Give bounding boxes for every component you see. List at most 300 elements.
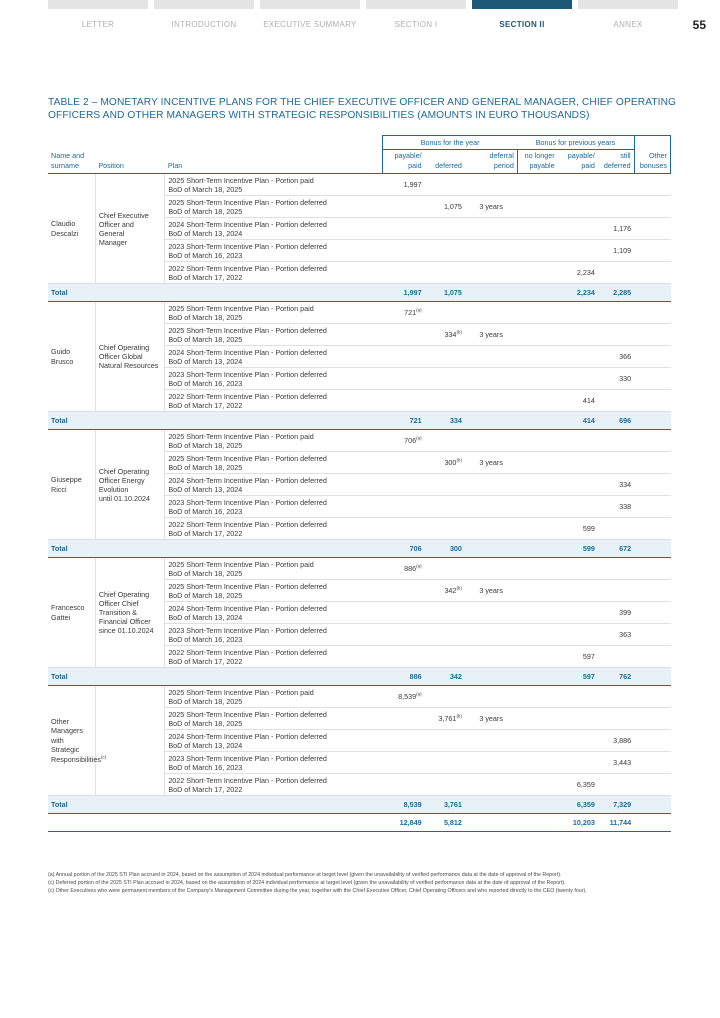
grand-payable-paid-value: 12,849	[399, 817, 422, 827]
total-row	[48, 540, 671, 558]
cell-no-longer-payable	[517, 602, 557, 624]
name-line	[51, 754, 107, 765]
plan-approval: BoD of March 17, 2022	[168, 528, 243, 538]
col-c4-l2: payable	[529, 160, 555, 170]
footnote-ref: (a)	[416, 435, 422, 441]
col-no-longer-payable	[517, 150, 557, 174]
cell-prev-payable-paid	[558, 646, 598, 668]
name-line: Ricci	[51, 484, 67, 494]
cell-payable-paid	[382, 196, 424, 218]
plan-cell	[165, 624, 383, 646]
total-deferred	[425, 540, 465, 558]
total-row	[48, 796, 671, 814]
cell-prev-payable-paid-value: 597	[582, 651, 595, 661]
plan-cell	[165, 240, 383, 262]
position-line: Chief Executive	[98, 210, 149, 220]
col-name-l2: surname	[51, 160, 79, 170]
total-still-deferred-value: 7,329	[613, 799, 632, 809]
cell-still-deferred	[598, 708, 634, 730]
cell-deferred	[425, 240, 465, 262]
name-line: Gattei	[51, 612, 71, 622]
total-prev-paid	[558, 540, 598, 558]
cell-deferred-value: 1,075	[443, 201, 462, 211]
cell-still-deferred	[598, 752, 634, 774]
cell-deferral-period: 3 years	[465, 324, 517, 346]
plan-approval: BoD of March 16, 2023	[168, 634, 243, 644]
cell-payable-paid	[382, 368, 424, 390]
col-payable-paid	[382, 150, 424, 174]
cell-prev-payable-paid	[558, 558, 598, 580]
page-number: 55	[692, 18, 706, 32]
cell-still-deferred-value: 363	[619, 629, 632, 639]
cell-deferred-value: 342	[444, 585, 457, 595]
plan-approval: BoD of March 16, 2023	[168, 378, 243, 388]
cell-payable-paid	[382, 452, 424, 474]
cell-deferred	[425, 174, 465, 196]
cell-deferral-period	[465, 218, 517, 240]
cell-deferral-period	[465, 752, 517, 774]
cell-still-deferred	[598, 602, 634, 624]
total-still-deferred	[598, 284, 634, 302]
total-deferred-value: 300	[449, 543, 462, 553]
total-still-deferred-value: 2,285	[613, 287, 632, 297]
position-line: until 01.10.2024	[98, 493, 150, 503]
cell-deferral-period: 3 years	[465, 452, 517, 474]
cell-other-bonuses	[634, 218, 670, 240]
total-still-deferred	[598, 796, 634, 814]
plan-cell	[165, 174, 383, 196]
cell-still-deferred	[598, 218, 634, 240]
cell-still-deferred-value: 366	[619, 351, 632, 361]
cell-other-bonuses	[634, 580, 670, 602]
cell-payable-paid	[382, 752, 424, 774]
total-still-deferred	[598, 668, 634, 686]
plan-cell	[165, 452, 383, 474]
plan-name: 2022 Short-Term Incentive Plan - Portion deferred	[168, 647, 327, 657]
total-empty	[634, 412, 670, 430]
tab-executive-summary[interactable]	[260, 0, 360, 40]
total-empty	[634, 796, 670, 814]
cell-still-deferred	[598, 730, 634, 752]
cell-deferral-period	[465, 390, 517, 412]
cell-deferred	[425, 558, 465, 580]
cell-deferred-value: 3,761	[438, 713, 457, 723]
plan-cell	[165, 580, 383, 602]
cell-deferred	[425, 390, 465, 412]
total-payable-paid	[382, 796, 424, 814]
plan-cell	[165, 646, 383, 668]
position-line: Financial Officer	[98, 617, 151, 626]
plan-approval: BoD of March 18, 2025	[168, 718, 243, 728]
footnote-ref: (a)	[416, 563, 422, 569]
cell-other-bonuses	[634, 262, 670, 284]
cell-prev-payable-paid	[558, 580, 598, 602]
total-payable-paid-value: 706	[409, 543, 422, 553]
incentive-table	[48, 135, 671, 832]
cell-deferral-period	[465, 240, 517, 262]
cell-no-longer-payable	[517, 752, 557, 774]
position-line: Chief Operating	[98, 590, 150, 599]
total-label: Total	[48, 668, 382, 686]
cell-prev-payable-paid	[558, 686, 598, 708]
cell-no-longer-payable	[517, 774, 557, 796]
total-empty	[634, 540, 670, 558]
cell-no-longer-payable	[517, 302, 557, 324]
cell-no-longer-payable	[517, 452, 557, 474]
cell-no-longer-payable	[517, 174, 557, 196]
plan-cell	[165, 496, 383, 518]
cell-deferred	[425, 346, 465, 368]
cell-deferred	[425, 368, 465, 390]
total-payable-paid	[382, 284, 424, 302]
cell-other-bonuses	[634, 646, 670, 668]
cell-deferral-period	[465, 368, 517, 390]
cell-deferral-period	[465, 624, 517, 646]
grand-empty	[465, 814, 517, 832]
person-name	[48, 686, 107, 796]
cell-payable-paid	[382, 240, 424, 262]
total-prev-paid	[558, 284, 598, 302]
total-label: Total	[48, 540, 382, 558]
cell-other-bonuses	[634, 686, 670, 708]
cell-no-longer-payable	[517, 558, 557, 580]
person-name	[48, 558, 95, 668]
tab-label: ANNEX	[613, 20, 643, 29]
grand-empty	[517, 814, 557, 832]
tab-annex[interactable]	[578, 0, 678, 40]
cell-no-longer-payable	[517, 474, 557, 496]
cell-other-bonuses	[634, 752, 670, 774]
cell-still-deferred-value: 330	[619, 373, 632, 383]
plan-cell	[165, 302, 383, 324]
col-c5-l2: paid	[581, 160, 595, 170]
plan-approval: BoD of March 18, 2025	[168, 312, 243, 322]
plan-name: 2025 Short-Term Incentive Plan - Portion paid	[168, 431, 314, 441]
total-empty	[634, 668, 670, 686]
plan-cell	[165, 730, 383, 752]
cell-prev-payable-paid	[558, 430, 598, 452]
tab-bar	[366, 0, 466, 9]
col-name-l1: Name and	[51, 151, 85, 160]
cell-other-bonuses	[634, 240, 670, 262]
cell-deferred	[425, 580, 465, 602]
plan-name: 2022 Short-Term Incentive Plan - Portion deferred	[168, 391, 327, 401]
cell-payable-paid	[382, 686, 424, 708]
plan-cell	[165, 774, 383, 796]
footnote: (c) Deferred portion of the 2025 STI Plan accrued in 2024, based on the assumption of 2024 individual performance at target level (given the unavailability of verified performance data at the date of approval of the Report).	[48, 880, 566, 886]
col-c7-l1: Other	[649, 151, 667, 160]
person-position	[95, 174, 164, 284]
tab-bar	[154, 0, 254, 9]
person-position	[95, 430, 164, 540]
cell-payable-paid	[382, 174, 424, 196]
plan-name: 2025 Short-Term Incentive Plan - Portion paid	[168, 559, 314, 569]
cell-payable-paid	[382, 430, 424, 452]
cell-no-longer-payable	[517, 686, 557, 708]
cell-payable-paid	[382, 558, 424, 580]
grand-still-deferred-value: 11,744	[609, 817, 632, 827]
cell-payable-paid	[382, 580, 424, 602]
cell-deferred	[425, 708, 465, 730]
cell-still-deferred	[598, 496, 634, 518]
cell-payable-paid	[382, 496, 424, 518]
col-other-bonuses	[634, 150, 670, 174]
cell-prev-payable-paid-value: 599	[582, 523, 595, 533]
total-payable-paid	[382, 668, 424, 686]
total-prev-paid-value: 6,359	[576, 799, 595, 809]
plan-name: 2022 Short-Term Incentive Plan - Portion deferred	[168, 263, 327, 273]
col-c6-l2: deferred	[603, 160, 631, 170]
name-line: Descalzi	[51, 228, 79, 238]
total-prev-paid	[558, 668, 598, 686]
cell-prev-payable-paid	[558, 346, 598, 368]
footnote: (a) Annual portion of the 2025 STI Plan accrued in 2024, based on the assumption of 2024 individual performance at target level (given the unavailability of verified performance data at the date of approval of the Report).	[48, 872, 562, 878]
grand-prev-paid-value: 10,203	[572, 817, 595, 827]
tab-bar	[260, 0, 360, 9]
group-bonus-year: Bonus for the year	[382, 136, 517, 150]
plan-approval: BoD of March 18, 2025	[168, 568, 243, 578]
cell-deferred	[425, 262, 465, 284]
col-prev-payable-paid	[558, 150, 598, 174]
group-other-spacer	[634, 136, 670, 150]
cell-deferred	[425, 686, 465, 708]
total-row	[48, 668, 671, 686]
total-prev-paid	[558, 796, 598, 814]
tab-section-ii[interactable]	[472, 0, 572, 40]
person-name	[48, 174, 95, 284]
cell-other-bonuses	[634, 602, 670, 624]
total-prev-paid-value: 599	[582, 543, 595, 553]
total-payable-paid-value: 8,539	[403, 799, 422, 809]
grand-deferred	[425, 814, 465, 832]
plan-approval: BoD of March 13, 2024	[168, 612, 243, 622]
cell-other-bonuses	[634, 624, 670, 646]
cell-prev-payable-paid	[558, 174, 598, 196]
table-row	[48, 174, 671, 196]
tab-section-i[interactable]	[366, 0, 466, 40]
plan-cell	[165, 218, 383, 240]
cell-other-bonuses	[634, 730, 670, 752]
plan-name: 2025 Short-Term Incentive Plan - Portion paid	[168, 175, 314, 185]
plan-approval: BoD of March 16, 2023	[168, 506, 243, 516]
plan-approval: BoD of March 17, 2022	[168, 784, 243, 794]
footnote-ref: (b)	[456, 585, 462, 591]
table-body	[48, 174, 671, 832]
tab-label: EXECUTIVE SUMMARY	[263, 20, 357, 29]
total-deferred-value: 1,075	[443, 287, 462, 297]
cell-still-deferred	[598, 624, 634, 646]
cell-prev-payable-paid	[558, 474, 598, 496]
name-line: with Strategic	[51, 735, 80, 755]
footnote-ref: (c)	[100, 754, 107, 760]
grand-empty	[634, 814, 670, 832]
cell-deferral-period: 3 years	[465, 196, 517, 218]
person-position	[95, 558, 164, 668]
footnote-ref: (b)	[456, 329, 462, 335]
plan-name: 2025 Short-Term Incentive Plan - Portion deferred	[168, 581, 327, 591]
cell-deferred	[425, 430, 465, 452]
cell-prev-payable-paid	[558, 518, 598, 540]
cell-prev-payable-paid	[558, 452, 598, 474]
cell-deferred	[425, 196, 465, 218]
plan-approval: BoD of March 18, 2025	[168, 462, 243, 472]
cell-deferred	[425, 496, 465, 518]
total-label: Total	[48, 796, 382, 814]
cell-still-deferred-value: 1,109	[613, 245, 632, 255]
col-c1-l2: paid	[408, 160, 422, 170]
plan-approval: BoD of March 13, 2024	[168, 484, 243, 494]
cell-no-longer-payable	[517, 580, 557, 602]
cell-prev-payable-paid	[558, 368, 598, 390]
col-c3-l2: period	[493, 160, 514, 170]
footnote-ref: (a)	[416, 307, 422, 313]
table-title: TABLE 2 – MONETARY INCENTIVE PLANS FOR THE CHIEF EXECUTIVE OFFICER AND GENERAL MANAGER, CHIEF OPERATING OFFICERS AND OTHER MANAGERS WITH STRATEGIC RESPONSIBILITIES (AMOUNTS IN EURO THOUSANDS)	[48, 97, 677, 121]
cell-deferral-period	[465, 496, 517, 518]
cell-payable-paid-value: 8,539	[398, 691, 417, 701]
cell-other-bonuses	[634, 368, 670, 390]
plan-cell	[165, 430, 383, 452]
cell-still-deferred	[598, 774, 634, 796]
cell-prev-payable-paid	[558, 496, 598, 518]
col-deferral-period	[465, 150, 517, 174]
position-line: Natural Resources	[98, 361, 159, 370]
total-prev-paid-value: 597	[582, 671, 595, 681]
cell-still-deferred	[598, 240, 634, 262]
total-empty	[465, 796, 517, 814]
cell-no-longer-payable	[517, 240, 557, 262]
plan-name: 2024 Short-Term Incentive Plan - Portion deferred	[168, 347, 327, 357]
cell-still-deferred-value: 3,443	[613, 757, 632, 767]
cell-payable-paid	[382, 474, 424, 496]
tab-bar	[48, 0, 148, 9]
plan-name: 2023 Short-Term Incentive Plan - Portion deferred	[168, 625, 327, 635]
grand-still-deferred	[598, 814, 634, 832]
cell-still-deferred-value: 338	[619, 501, 632, 511]
name-line: Claudio	[51, 219, 76, 228]
plan-cell	[165, 518, 383, 540]
plan-approval: BoD of March 18, 2025	[168, 334, 243, 344]
plan-name: 2023 Short-Term Incentive Plan - Portion deferred	[168, 497, 327, 507]
cell-deferred-value: 334	[444, 329, 457, 339]
cell-no-longer-payable	[517, 730, 557, 752]
cell-payable-paid	[382, 708, 424, 730]
cell-still-deferred	[598, 430, 634, 452]
total-still-deferred-value: 672	[619, 543, 632, 553]
tab-letter[interactable]	[48, 0, 148, 40]
cell-deferral-period	[465, 774, 517, 796]
plan-approval: BoD of March 18, 2025	[168, 590, 243, 600]
cell-deferral-period: 3 years	[465, 580, 517, 602]
col-c4-l1: no longer	[524, 151, 555, 160]
plan-approval: BoD of March 16, 2023	[168, 250, 243, 260]
plan-cell	[165, 558, 383, 580]
cell-still-deferred	[598, 174, 634, 196]
cell-deferred	[425, 474, 465, 496]
position-line: since 01.10.2024	[98, 626, 154, 635]
cell-still-deferred	[598, 346, 634, 368]
person-position	[95, 302, 164, 412]
cell-no-longer-payable	[517, 430, 557, 452]
col-c5-l1: payable/	[567, 151, 595, 160]
cell-payable-paid	[382, 624, 424, 646]
cell-no-longer-payable	[517, 518, 557, 540]
total-empty	[634, 284, 670, 302]
grand-payable-paid	[382, 814, 424, 832]
position-line: Chief Operating	[98, 466, 150, 476]
name-line-text: Responsibilities	[51, 754, 101, 764]
total-prev-paid-value: 2,234	[576, 287, 595, 297]
cell-deferred	[425, 624, 465, 646]
header-group-row	[48, 136, 671, 150]
cell-deferral-period	[465, 346, 517, 368]
total-deferred	[425, 668, 465, 686]
cell-prev-payable-paid	[558, 708, 598, 730]
cell-still-deferred	[598, 518, 634, 540]
total-deferred-value: 342	[449, 671, 462, 681]
cell-deferral-period	[465, 174, 517, 196]
name-line: Guido	[51, 347, 71, 356]
plan-name: 2025 Short-Term Incentive Plan - Portion deferred	[168, 709, 327, 719]
cell-payable-paid	[382, 646, 424, 668]
plan-name: 2023 Short-Term Incentive Plan - Portion deferred	[168, 753, 327, 763]
cell-prev-payable-paid	[558, 302, 598, 324]
plan-approval: BoD of March 18, 2025	[168, 696, 243, 706]
col-c7-l2: bonuses	[639, 160, 667, 170]
cell-no-longer-payable	[517, 624, 557, 646]
cell-deferred	[425, 518, 465, 540]
plan-cell	[165, 390, 383, 412]
cell-prev-payable-paid	[558, 262, 598, 284]
plan-name: 2023 Short-Term Incentive Plan - Portion deferred	[168, 241, 327, 251]
position-line: Officer Energy	[98, 475, 145, 485]
plan-approval: BoD of March 18, 2025	[168, 440, 243, 450]
table-row	[48, 302, 671, 324]
cell-payable-paid	[382, 218, 424, 240]
cell-deferred	[425, 646, 465, 668]
cell-other-bonuses	[634, 708, 670, 730]
tab-introduction[interactable]	[154, 0, 254, 40]
plan-approval: BoD of March 13, 2024	[168, 228, 243, 238]
cell-payable-paid	[382, 346, 424, 368]
total-empty	[517, 412, 557, 430]
cell-deferral-period	[465, 646, 517, 668]
plan-cell	[165, 474, 383, 496]
cell-deferral-period	[465, 262, 517, 284]
name-line: Giuseppe	[51, 475, 82, 484]
cell-prev-payable-paid-value: 414	[582, 395, 595, 405]
cell-prev-payable-paid	[558, 624, 598, 646]
col-position: Position	[95, 150, 164, 174]
cell-other-bonuses	[634, 474, 670, 496]
footnote-ref: (b)	[456, 457, 462, 463]
total-deferred	[425, 284, 465, 302]
cell-still-deferred	[598, 558, 634, 580]
group-bonus-previous: Bonus for previous years	[517, 136, 634, 150]
cell-deferral-period	[465, 730, 517, 752]
cell-prev-payable-paid	[558, 730, 598, 752]
cell-payable-paid	[382, 324, 424, 346]
cell-no-longer-payable	[517, 496, 557, 518]
cell-still-deferred-value: 399	[619, 607, 632, 617]
cell-deferred	[425, 452, 465, 474]
plan-approval: BoD of March 16, 2023	[168, 762, 243, 772]
col-plan: Plan	[165, 150, 383, 174]
plan-name: 2025 Short-Term Incentive Plan - Portion paid	[168, 303, 314, 313]
table-row	[48, 558, 671, 580]
name-line: Other Managers	[51, 716, 83, 736]
cell-still-deferred	[598, 646, 634, 668]
col-c6-l1: still	[620, 151, 631, 160]
